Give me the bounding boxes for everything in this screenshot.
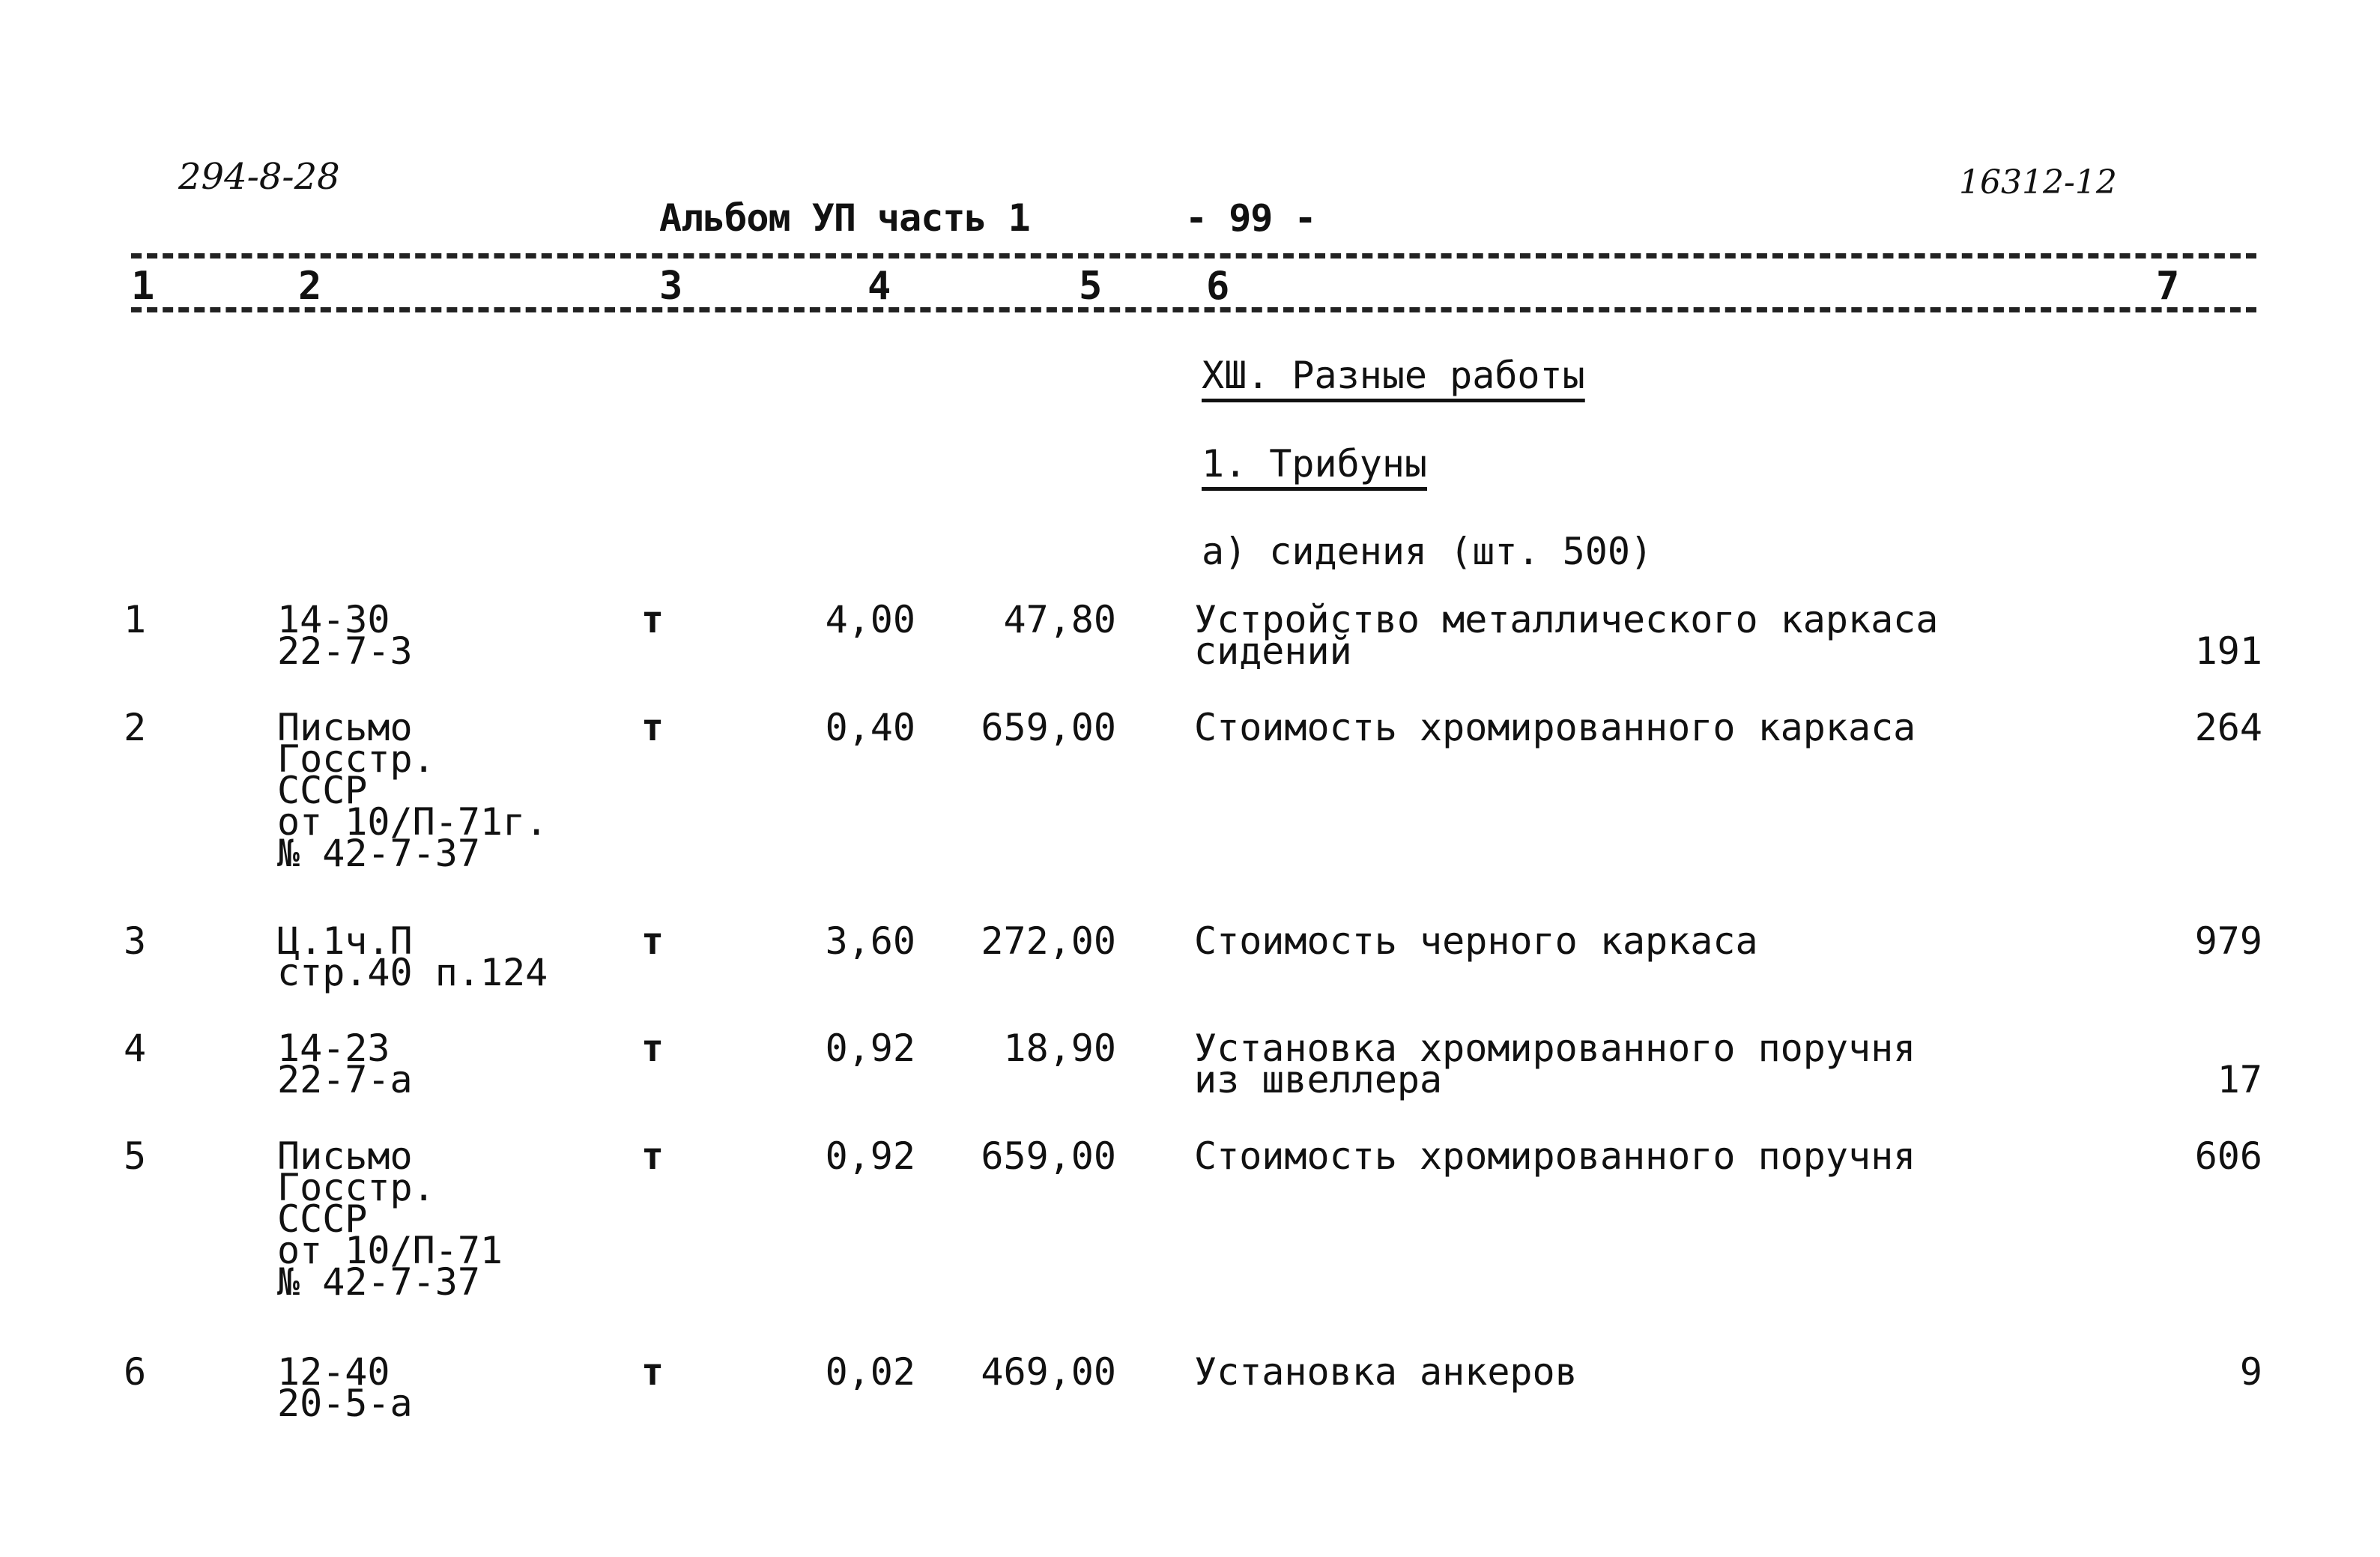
- handwritten-sheet-number: 16312-12: [1959, 163, 2117, 202]
- row-reference-line: стр.40 п.124: [277, 951, 548, 994]
- row-reference-line: 22-7-3: [277, 629, 413, 673]
- column-number-1: 1: [131, 264, 155, 309]
- row-reference-line: № 42-7-37: [277, 832, 480, 875]
- row-total: 191: [2194, 629, 2262, 673]
- handwritten-doc-number: 294-8-28: [178, 156, 340, 198]
- bottom-dashed-rule: [131, 307, 2256, 312]
- row-reference-line: 20-5-а: [277, 1382, 413, 1425]
- row-quantity: 0,40: [825, 706, 915, 749]
- row-description: [1194, 1134, 1916, 1178]
- row-reference: [277, 1350, 413, 1425]
- row-unit: т: [641, 598, 664, 641]
- row-reference: [277, 706, 548, 875]
- row-reference: [277, 919, 548, 994]
- row-reference-line: от 10/П-71г.: [277, 800, 548, 844]
- column-number-6: 6: [1206, 264, 1230, 309]
- row-unit-price: 272,00: [981, 919, 1116, 963]
- row-description: [1194, 598, 1939, 673]
- row-unit-price: 47,80: [1003, 598, 1116, 641]
- row-quantity: 0,02: [825, 1350, 915, 1394]
- row-unit: т: [641, 706, 664, 749]
- row-reference-line: 12-40: [277, 1350, 390, 1394]
- row-reference-line: Ц.1ч.П: [277, 919, 413, 963]
- row-unit-price: 469,00: [981, 1350, 1116, 1394]
- row-unit-price: 659,00: [981, 1134, 1116, 1178]
- row-reference: [277, 598, 413, 673]
- row-reference: [277, 1027, 413, 1101]
- column-number-4: 4: [867, 264, 891, 309]
- section-subtitle: 1. Трибуны: [1202, 442, 1428, 486]
- group-heading: а) сидения (шт. 500): [1202, 530, 1653, 573]
- top-dashed-rule: [131, 253, 2256, 259]
- row-unit: т: [641, 1350, 664, 1394]
- row-description-line: из швеллера: [1194, 1058, 1443, 1101]
- row-total: 264: [2194, 706, 2262, 749]
- row-reference-line: от 10/П-71: [277, 1229, 503, 1272]
- row-description: [1194, 706, 1916, 749]
- row-quantity: 3,60: [825, 919, 915, 963]
- row-description-line: Установка хромированного поручня: [1194, 1027, 1916, 1070]
- row-number: 4: [123, 1027, 147, 1070]
- row-reference-line: Госстр.: [277, 1166, 435, 1209]
- album-title: Альбом УП часть 1: [659, 196, 1030, 240]
- row-description: [1194, 919, 1758, 963]
- row-reference-line: № 42-7-37: [277, 1260, 480, 1304]
- row-unit: т: [641, 919, 664, 963]
- row-unit-price: 659,00: [981, 706, 1116, 749]
- row-reference-line: Письмо: [277, 706, 413, 749]
- row-description: [1194, 1027, 1916, 1101]
- row-reference-line: СССР: [277, 1197, 368, 1241]
- row-reference-line: Письмо: [277, 1134, 413, 1178]
- row-reference-line: 22-7-а: [277, 1058, 413, 1101]
- row-number: 6: [123, 1350, 147, 1394]
- row-description-line: сидений: [1194, 629, 1352, 673]
- row-reference-line: 14-23: [277, 1027, 390, 1070]
- column-number-7: 7: [2156, 264, 2180, 309]
- row-unit-price: 18,90: [1003, 1027, 1116, 1070]
- column-number-3: 3: [659, 264, 683, 309]
- row-description: [1194, 1350, 1578, 1394]
- column-number-2: 2: [298, 264, 322, 309]
- section-title: XШ. Разные работы: [1202, 354, 1585, 397]
- row-description-line: Стоимость черного каркаса: [1194, 919, 1758, 963]
- row-number: 3: [123, 919, 147, 963]
- row-quantity: 4,00: [825, 598, 915, 641]
- row-total: 606: [2194, 1134, 2262, 1178]
- row-total: 979: [2194, 919, 2262, 963]
- row-total: 9: [2239, 1350, 2262, 1394]
- row-reference-line: СССР: [277, 769, 368, 812]
- row-unit: т: [641, 1134, 664, 1178]
- row-description-line: Стоимость хромированного поручня: [1194, 1134, 1916, 1178]
- row-unit: т: [641, 1027, 664, 1070]
- row-quantity: 0,92: [825, 1134, 915, 1178]
- row-reference-line: 14-30: [277, 598, 390, 641]
- row-quantity: 0,92: [825, 1027, 915, 1070]
- row-number: 2: [123, 706, 147, 749]
- row-number: 5: [123, 1134, 147, 1178]
- row-description-line: Устройство металлического каркаса: [1194, 598, 1939, 641]
- column-number-5: 5: [1079, 264, 1103, 309]
- row-number: 1: [123, 598, 147, 641]
- row-description-line: Стоимость хромированного каркаса: [1194, 706, 1916, 749]
- row-description-line: Установка анкеров: [1194, 1350, 1578, 1394]
- row-reference: [277, 1134, 503, 1304]
- page-number: - 99 -: [1185, 196, 1316, 240]
- row-reference-line: Госстр.: [277, 737, 435, 781]
- row-total: 17: [2217, 1058, 2262, 1101]
